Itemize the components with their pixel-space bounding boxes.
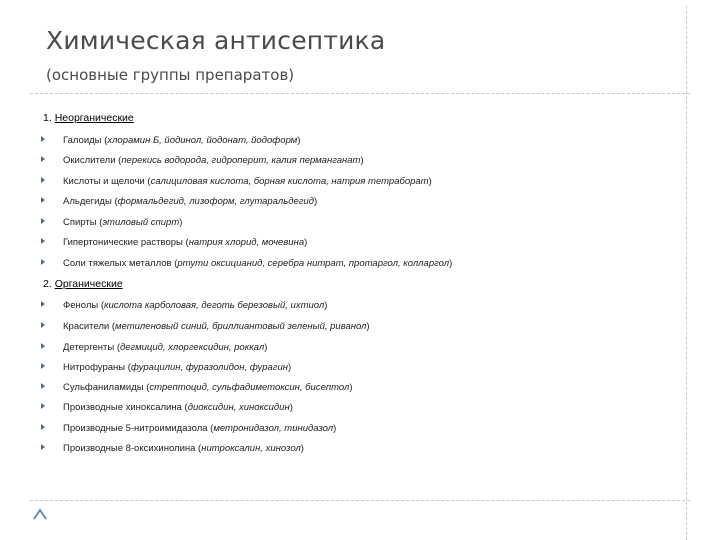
item-name: Производные 5-нитроимидазола (63, 423, 208, 434)
item-name: Спирты (63, 217, 97, 228)
triangle-bullet-icon (41, 218, 45, 224)
item-examples: хлорамин Б, йодинол, йодонат, йодоформ (107, 135, 298, 146)
list-item: Кислоты и щелочи (салициловая кислота, борная кислота, натрия тетраборат) (41, 176, 432, 187)
item-examples: этиловый спирт (102, 217, 180, 228)
triangle-bullet-icon (41, 444, 45, 450)
triangle-bullet-icon (41, 383, 45, 389)
item-name: Кислоты и щелочи (63, 176, 145, 187)
title-divider (30, 93, 690, 94)
slide-subtitle: (основные группы препаратов) (46, 66, 295, 84)
item-name: Производные хиноксалина (63, 402, 182, 413)
section-label: Органические (54, 278, 123, 290)
item-examples: дегмицид, хлоргексидин, роккал (120, 342, 265, 353)
item-name: Детергенты (63, 342, 115, 353)
triangle-bullet-icon (41, 363, 45, 369)
list-item: Соли тяжелых металлов (ртути оксицианид, серебра нитрат, протаргол, колларгол) (41, 258, 452, 269)
triangle-bullet-icon (41, 403, 45, 409)
triangle-bullet-icon (41, 301, 45, 307)
item-examples: нитроксалин, хинозол (201, 443, 301, 454)
list-item: Производные 5-нитроимидазола (метронидазол, тинидазол) (41, 423, 336, 434)
triangle-bullet-icon (41, 343, 45, 349)
item-name: Нитрофураны (63, 362, 126, 373)
slide-title: Химическая антисептика (46, 26, 386, 55)
section-label: Неорганические (54, 112, 134, 124)
item-examples: стрептоцид, сульфадиметоксин, бисептол (149, 382, 350, 393)
triangle-bullet-icon (41, 238, 45, 244)
item-examples: натрия хлорид, мочевина (188, 237, 305, 248)
item-examples: фурацилин, фуразолидон, фурагин (130, 362, 288, 373)
list-item: Сульфаниламиды (стрептоцид, сульфадиметоксин, бисептол) (41, 382, 353, 393)
item-name: Соли тяжелых металлов (63, 258, 172, 269)
item-name: Производные 8-оксихинолина (63, 443, 196, 454)
triangle-bullet-icon (41, 259, 45, 265)
item-examples: диоксидин, хиноксидин (187, 402, 290, 413)
bottom-guide-line (30, 500, 690, 501)
list-item: Окислители (перекись водорода, гидроперит, калия перманганат) (41, 155, 364, 166)
item-examples: формальдегид, лизоформ, глутаральдегид (117, 196, 314, 207)
item-name: Сульфаниламиды (63, 382, 144, 393)
section-organic (43, 278, 123, 290)
list-item: Гипертонические растворы (натрия хлорид, мочевина) (41, 237, 307, 248)
item-examples: метронидазол, тинидазол (213, 423, 334, 434)
item-examples: салициловая кислота, борная кислота, натрия тетраборат (150, 176, 429, 187)
item-name: Фенолы (63, 300, 99, 311)
triangle-bullet-icon (41, 136, 45, 142)
list-item: Спирты (этиловый спирт) (41, 217, 182, 228)
list-item: Фенолы (кислота карболовая, деготь березовый, ихтиол) (41, 300, 327, 311)
triangle-bullet-icon (41, 156, 45, 162)
item-name: Красители (63, 321, 110, 332)
item-name: Альдегиды (63, 196, 112, 207)
list-item: Альдегиды (формальдегид, лизоформ, глутаральдегид) (41, 196, 317, 207)
list-item: Производные 8-оксихинолина (нитроксалин, хинозол) (41, 443, 304, 454)
list-item: Красители (метиленовый синий, бриллиантовый зеленый, риванол) (41, 321, 370, 332)
item-examples: ртути оксицианид, серебра нитрат, протаргол, колларгол (177, 258, 450, 269)
item-examples: метиленовый синий, бриллиантовый зеленый, риванол (115, 321, 367, 332)
section-number: 2. (43, 278, 52, 290)
list-item: Нитрофураны (фурацилин, фуразолидон, фурагин) (41, 362, 291, 373)
right-guide-line (686, 6, 687, 540)
item-name: Окислители (63, 155, 116, 166)
list-item: Производные хиноксалина (диоксидин, хиноксидин) (41, 402, 293, 413)
section-number: 1. (43, 112, 52, 124)
item-name: Гипертонические растворы (63, 237, 183, 248)
triangle-bullet-icon (41, 197, 45, 203)
item-examples: кислота карболовая, деготь березовый, ихтиол (104, 300, 325, 311)
item-examples: перекись водорода, гидроперит, калия перманганат (121, 155, 361, 166)
slide-corner-chevron-icon (33, 506, 47, 520)
list-item: Детергенты (дегмицид, хлоргексидин, роккал) (41, 342, 267, 353)
section-inorganic (43, 112, 134, 124)
item-name: Галоиды (63, 135, 102, 146)
triangle-bullet-icon (41, 177, 45, 183)
triangle-bullet-icon (41, 322, 45, 328)
list-item: Галоиды (хлорамин Б, йодинол, йодонат, йодоформ) (41, 135, 300, 146)
triangle-bullet-icon (41, 424, 45, 430)
